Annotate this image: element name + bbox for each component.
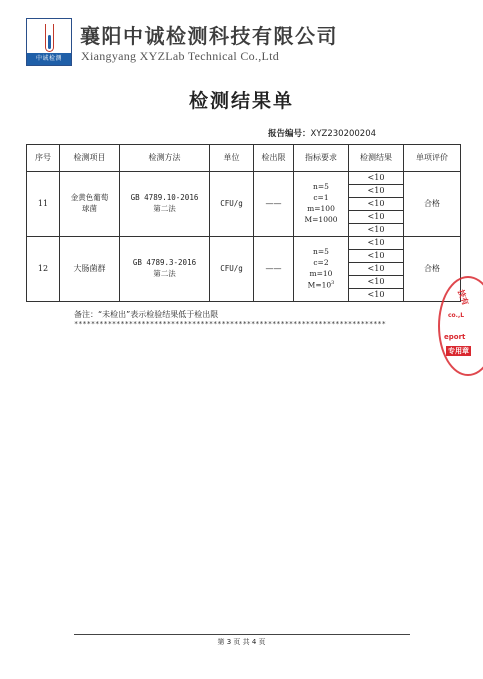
detection-limit: —— (254, 237, 294, 302)
result-value: <10 (349, 250, 404, 263)
note-text: 备注：“未检出”表示检验结果低于检出限 (74, 310, 219, 319)
table-row (27, 237, 461, 250)
report-number-value: XYZ230200204 (310, 129, 377, 139)
header-cell: 指标要求 (294, 145, 349, 172)
evaluation: 合格 (404, 237, 461, 302)
company-name-en: Xiangyang XYZLab Technical Co.,Ltd (81, 49, 280, 63)
header-cell: 单位 (210, 145, 254, 172)
requirement: n=5 c=2 m=10 $M=10^3$ (294, 237, 349, 302)
detection-limit: —— (254, 172, 294, 237)
results-table (26, 144, 461, 302)
logo-label: 中诚检测 (27, 53, 71, 65)
test-method: GB 4789.10-2016 第二法 (120, 172, 210, 237)
result-value: <10 (349, 237, 404, 250)
result-value: <10 (349, 185, 404, 198)
report-number-label: 报告编号： (268, 129, 311, 139)
unit: CFU/g (210, 172, 254, 237)
header-cell: 序号 (27, 145, 60, 172)
requirement: n=5 c=1 m=100 M=1000 (294, 172, 349, 237)
footer-divider (74, 634, 410, 635)
result-value: <10 (349, 211, 404, 224)
test-item: 金黄色葡萄 球菌 (60, 172, 120, 237)
test-item: 大肠菌群 (60, 237, 120, 302)
document-title: 检测结果单 (188, 90, 294, 112)
company-name-cn: 襄阳中诚检测科技有限公司 (80, 24, 338, 48)
test-method: GB 4789.3-2016 第二法 (120, 237, 210, 302)
row-number: 12 (27, 237, 60, 302)
seal-text-1: 技有 (456, 288, 470, 307)
seal-text-4: 专用章 (448, 347, 469, 355)
unit: CFU/g (210, 237, 254, 302)
result-value: <10 (349, 172, 404, 185)
report-number (268, 127, 376, 139)
header-cell: 检测方法 (120, 145, 210, 172)
result-value: <10 (349, 276, 404, 289)
company-logo (26, 18, 72, 66)
result-value: <10 (349, 198, 404, 211)
test-tube-icon (45, 24, 54, 52)
header-cell: 检测结果 (349, 145, 404, 172)
header-cell: 检测项目 (60, 145, 120, 172)
table-header-row (27, 145, 461, 172)
row-number: 11 (27, 172, 60, 237)
result-value: <10 (349, 263, 404, 276)
seal-text-3: eport (444, 333, 466, 341)
page-number: 第 3 页 共 4 页 (217, 638, 266, 646)
separator-line: ************************************************************************** (74, 320, 386, 328)
header-cell: 单项评价 (404, 145, 461, 172)
result-value: <10 (349, 289, 404, 302)
evaluation: 合格 (404, 172, 461, 237)
seal-text-2: co.,L (448, 312, 465, 319)
header-cell: 检出限 (254, 145, 294, 172)
table-row (27, 172, 461, 185)
result-value: <10 (349, 224, 404, 237)
